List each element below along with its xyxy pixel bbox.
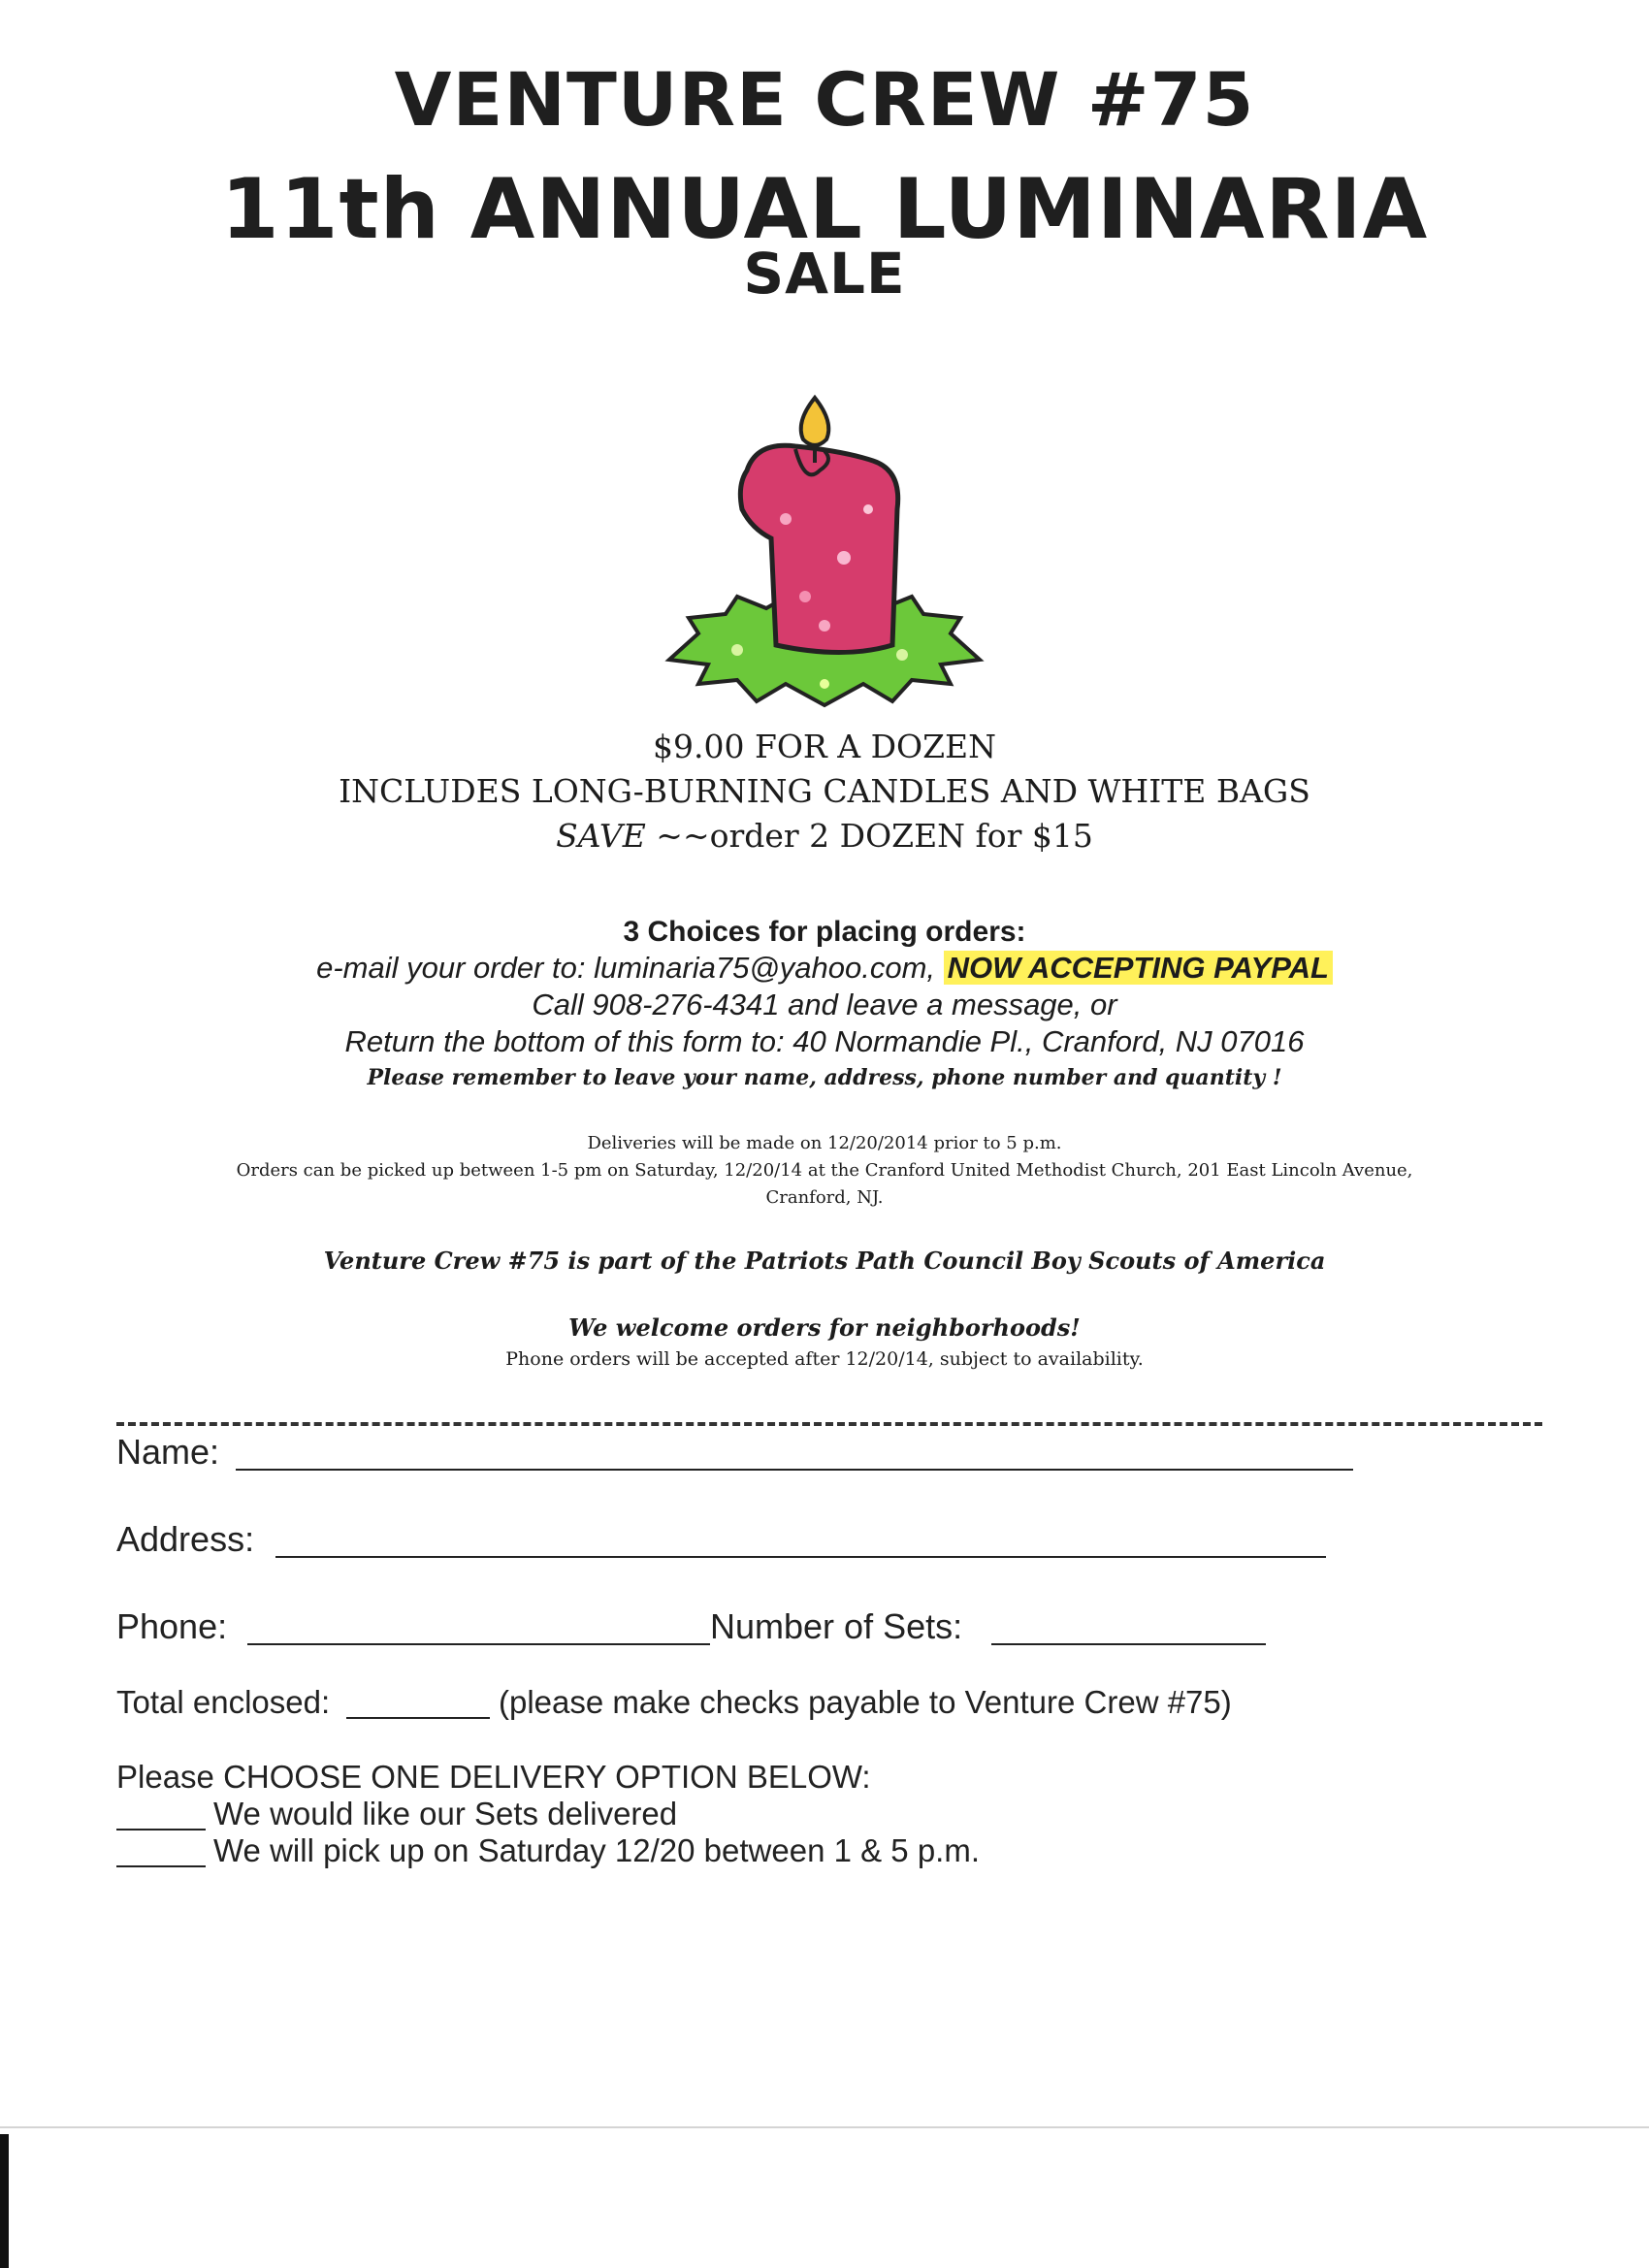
name-field[interactable] xyxy=(236,1469,1353,1471)
call-line: Call 908-276-4341 and leave a message, or xyxy=(532,988,1117,1021)
paper-edge xyxy=(0,2126,1649,2128)
title-line-3: SALE xyxy=(743,241,906,307)
candle-flame xyxy=(801,398,829,445)
pickup-city: Cranford, NJ. xyxy=(765,1187,884,1208)
email-text: e-mail your order to: luminaria75@yahoo.com, xyxy=(316,951,944,985)
save-line xyxy=(0,817,1649,855)
email-line xyxy=(0,951,1649,986)
scan-edge xyxy=(0,2134,9,2268)
phone-field[interactable] xyxy=(247,1643,710,1645)
sets-label: Number of Sets: xyxy=(710,1606,963,1646)
phone-label: Phone: xyxy=(116,1606,228,1646)
price-line: $9.00 FOR A DOZEN xyxy=(653,728,996,765)
title-line-2: 11th ANNUAL LUMINARIA xyxy=(220,161,1429,258)
sets-field[interactable] xyxy=(991,1643,1266,1645)
delivery-date: Deliveries will be made on 12/20/2014 prior to 5 p.m. xyxy=(587,1133,1062,1153)
phone-orders-note: Phone orders will be accepted after 12/20/14, subject to availability. xyxy=(505,1348,1144,1370)
address-field[interactable] xyxy=(275,1556,1326,1558)
pickup-info: Orders can be picked up between 1-5 pm on Saturday, 12/20/14 at the Cranford United Methodist Church, 201 East Lincoln Avenue, xyxy=(236,1160,1413,1181)
address-label: Address: xyxy=(116,1519,255,1559)
delivery-option-heading: Please CHOOSE ONE DELIVERY OPTION BELOW: xyxy=(116,1759,871,1795)
save-word: SAVE xyxy=(556,817,646,855)
welcome-line: We welcome orders for neighborhoods! xyxy=(568,1313,1081,1342)
return-line: Return the bottom of this form to: 40 Normandie Pl., Cranford, NJ 07016 xyxy=(344,1024,1305,1058)
title-line-1: VENTURE CREW #75 xyxy=(394,56,1255,143)
venture-note: Venture Crew #75 is part of the Patriots Path Council Boy Scouts of America xyxy=(323,1247,1326,1275)
total-label: Total enclosed: xyxy=(116,1684,331,1720)
remember-note: Please remember to leave your name, address, phone number and quantity ! xyxy=(367,1065,1282,1090)
option-delivered: We would like our Sets delivered xyxy=(213,1796,678,1831)
paypal-highlight: NOW ACCEPTING PAYPAL xyxy=(944,951,1333,985)
option-pickup-blank[interactable] xyxy=(116,1865,206,1867)
choices-heading: 3 Choices for placing orders: xyxy=(623,916,1026,948)
cut-line xyxy=(116,1422,1542,1426)
save-offer: ~~order 2 DOZEN for $15 xyxy=(645,817,1093,855)
option-delivered-blank[interactable] xyxy=(116,1829,206,1831)
option-pickup: We will pick up on Saturday 12/20 between 1 & 5 p.m. xyxy=(213,1832,981,1868)
candle-icon xyxy=(650,393,999,723)
name-label: Name: xyxy=(116,1432,220,1472)
includes-line: INCLUDES LONG-BURNING CANDLES AND WHITE BAGS xyxy=(339,772,1310,810)
checks-note: (please make checks payable to Venture Crew #75) xyxy=(499,1684,1232,1720)
total-field[interactable] xyxy=(346,1717,490,1719)
